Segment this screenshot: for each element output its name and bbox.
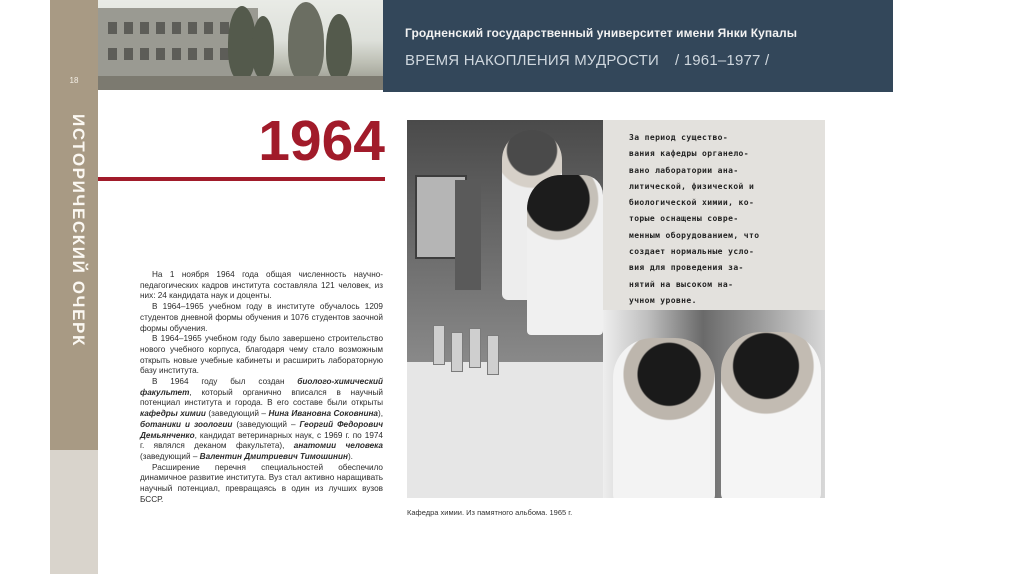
note-text <box>629 130 819 309</box>
paragraph: На 1 ноября 1964 года общая численность научно-педагогических кадров института составляла 121 человек, из них: 24 кандидата наук и доценты. <box>140 270 383 301</box>
note-line: вия для проведения за- <box>629 263 744 273</box>
era-title: ВРЕМЯ НАКОПЛЕНИЯ МУДРОСТИ <box>405 52 659 69</box>
note-line: вания кафедры органело- <box>629 149 749 159</box>
paragraph: В 1964–1965 учебном году было завершено строительство нового учебного корпуса, благодаря чему стало возможным открыть новые учебные кабинеты и расширить лабораторную базу института. <box>140 334 383 376</box>
year-rule-divider <box>98 177 385 181</box>
era-heading <box>405 52 769 69</box>
section-sidebar <box>50 70 98 450</box>
note-line: За период существо- <box>629 133 729 142</box>
year-heading: 1964 <box>258 109 385 173</box>
photo-caption: Кафедра химии. Из памятного альбома. 1965 г. <box>407 508 573 517</box>
era-years: / 1961–1977 / <box>674 52 770 69</box>
paragraph: Расширение перечня специальностей обеспечило динамичное развитие института. Вуз стал активно наращивать научный потенциал, превращаясь в один из лучших вузов БССР. <box>140 462 383 504</box>
note-line: литической, физической и <box>629 181 755 191</box>
university-name: Гродненский государственный университет имени Янки Купалы <box>405 26 798 40</box>
header-left-strip <box>50 0 98 70</box>
paragraph: В 1964–1965 учебном году в институте обучалось 1209 студентов дневной формы обучения и 1076 студентов заочной формы обучения. <box>140 302 383 333</box>
note-line: торые оснащены совре- <box>629 214 739 224</box>
header-campus-photo <box>98 0 383 90</box>
note-line: нятий на высоком на- <box>629 279 734 289</box>
sidebar-tail <box>50 450 98 574</box>
lab-photo <box>407 120 603 498</box>
page-number: 18 <box>69 76 79 85</box>
section-title: ИСТОРИЧЕСКИЙ ОЧЕРК <box>69 114 88 347</box>
note-line: учном уровне. <box>629 295 697 305</box>
note-line: биологической химии, ко- <box>629 198 755 208</box>
header-bar <box>383 0 893 92</box>
note-line: создает нормальные усло- <box>629 247 755 257</box>
article-body <box>140 270 383 505</box>
students-photo <box>603 310 825 498</box>
note-line: менным оборудованием, что <box>629 230 760 240</box>
album-handwritten-note <box>603 120 825 310</box>
paragraph: В 1964 году был создан биолого-химический факультет, который органично вписался в научный потенциал института и города. В его составе были открыты кафедры химии (заведующий – Нина Ивановна Соковнина), ботаники и зоологии (заведующий – Георгий Федорович Демьянченко, кандидат ветеринарных наук, с 1969 г. по 1974 г. являлся деканом факультета), анатомии человека (заведующий – Валентин Дмитриевич Тимошинин). <box>140 377 383 461</box>
note-line: вано лаборатории ана- <box>629 165 739 175</box>
